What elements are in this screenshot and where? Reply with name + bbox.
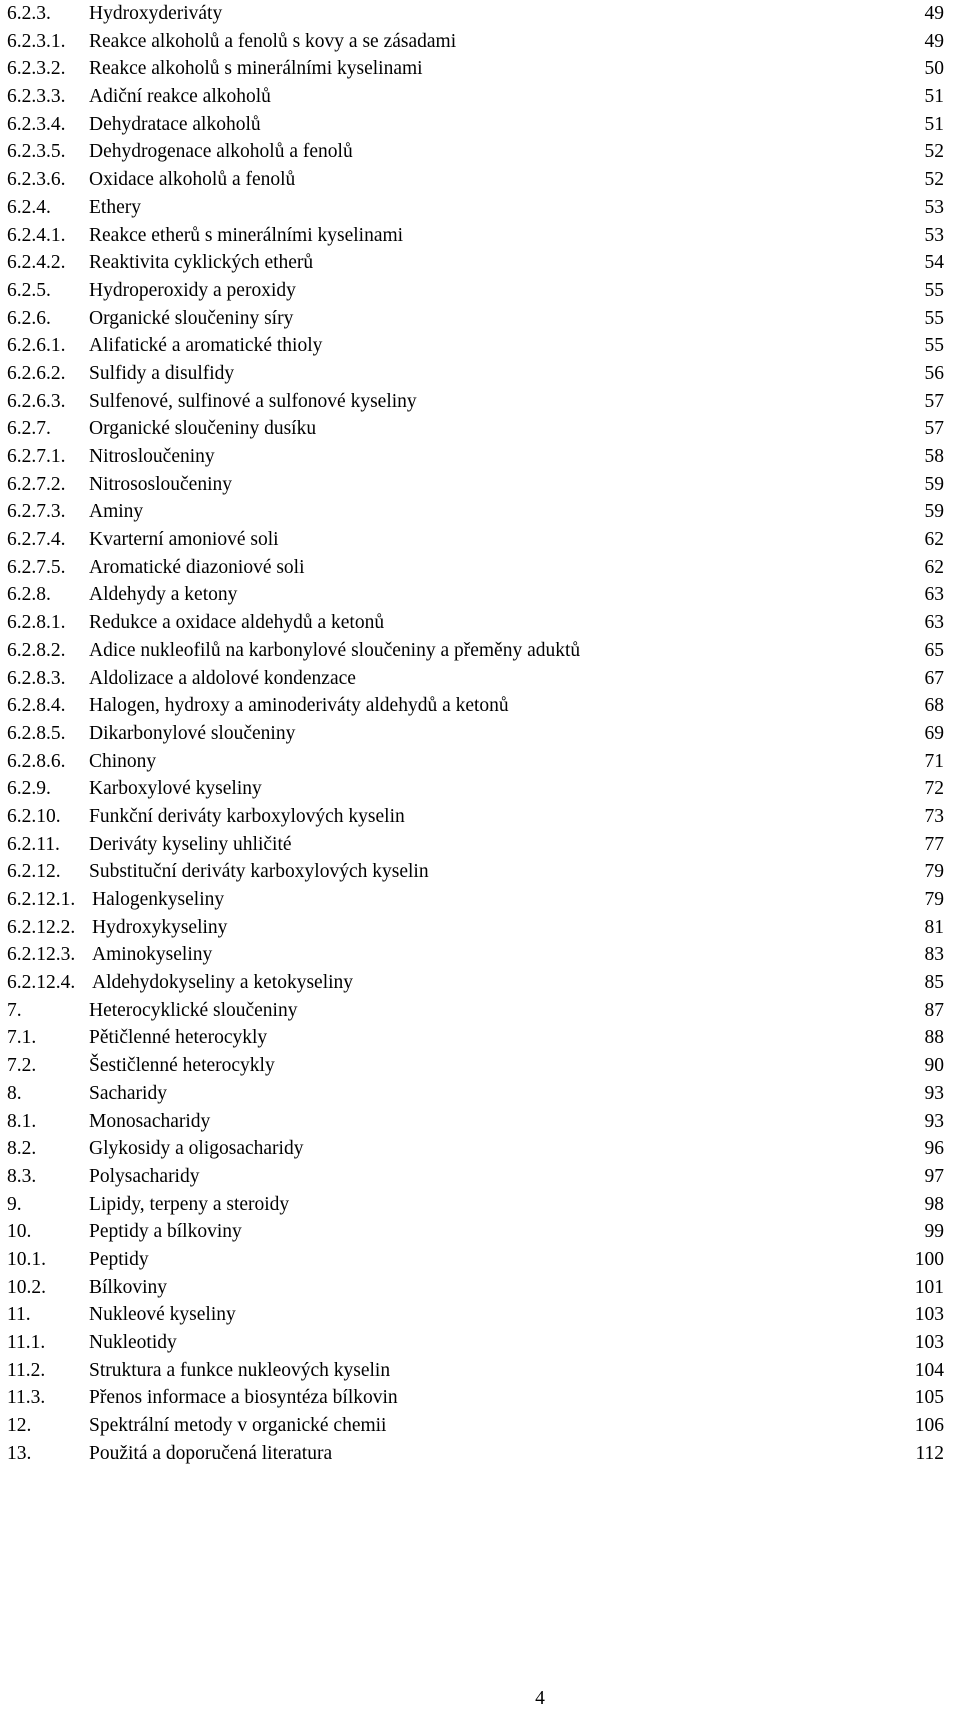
toc-entry xyxy=(0,1329,960,1357)
toc-entry-title: Použitá a doporučená literatura xyxy=(89,1442,333,1464)
toc-entry-title: Oxidace alkoholů a fenolů xyxy=(89,169,296,191)
toc-entry xyxy=(0,388,960,416)
toc-entry-title: Reakce alkoholů a fenolů s kovy a se zásadami xyxy=(89,30,457,52)
toc-entry-title: Přenos informace a biosyntéza bílkovin xyxy=(89,1387,398,1409)
toc-entry-title: Sulfidy a disulfidy xyxy=(89,362,235,384)
toc-entry-page: 62 xyxy=(924,556,944,578)
toc-entry-title: Aromatické diazoniové soli xyxy=(89,556,305,578)
toc-entry-title: Nukleotidy xyxy=(89,1332,177,1353)
toc-entry-title: Adice nukleofilů na karbonylové sloučeniny a přeměny aduktů xyxy=(89,639,581,661)
toc-entry xyxy=(0,360,960,388)
toc-entry-page: 54 xyxy=(924,252,944,274)
toc-entry xyxy=(0,941,960,969)
toc-entry-number: 7.2. xyxy=(7,1055,37,1077)
toc-entry-number: 12. xyxy=(7,1415,32,1437)
toc-entry-number: 11. xyxy=(7,1304,31,1326)
toc-entry-number: 6.2.3.5. xyxy=(7,141,66,163)
toc-entry xyxy=(0,1163,960,1191)
toc-entry-number: 6.2.11. xyxy=(7,833,60,855)
toc-entry-page: 97 xyxy=(924,1165,944,1187)
toc-entry-title: Aldehydokyseliny a ketokyseliny xyxy=(92,972,354,994)
toc-entry-number: 6.2.3.3. xyxy=(7,86,66,108)
toc-entry-title: Hydroxykyseliny xyxy=(92,916,228,938)
toc-entry-page: 81 xyxy=(924,916,944,938)
toc-entry-number: 6.2.7.3. xyxy=(7,501,66,523)
toc-entry xyxy=(0,1440,960,1468)
toc-entry-page: 105 xyxy=(914,1387,944,1409)
toc-entry-page: 53 xyxy=(924,224,944,246)
toc-entry-number: 7.1. xyxy=(7,1027,37,1049)
toc-entry-page: 55 xyxy=(924,307,944,329)
toc-entry xyxy=(0,28,960,56)
toc-entry xyxy=(0,1191,960,1219)
toc-entry-page: 49 xyxy=(924,30,944,52)
toc-entry-page: 52 xyxy=(924,141,944,163)
toc-entry-number: 6.2.12.3. xyxy=(7,944,76,966)
toc-entry-number: 6.2.6.1. xyxy=(7,335,66,357)
toc-entry-title: Aminokyseliny xyxy=(92,944,213,966)
toc-entry-number: 6.2.6. xyxy=(7,307,51,329)
toc-entry xyxy=(0,305,960,333)
toc-entry-page: 88 xyxy=(924,1027,944,1049)
toc-entry-number: 6.2.5. xyxy=(7,279,51,301)
toc-entry-title: Polysacharidy xyxy=(89,1165,200,1187)
toc-entry-title: Adiční reakce alkoholů xyxy=(89,86,271,108)
page-number: 4 xyxy=(535,1688,545,1709)
toc-entry-title: Hydroxyderiváty xyxy=(89,3,223,24)
toc-entry-title: Aldolizace a aldolové kondenzace xyxy=(89,667,356,689)
toc-entry-title: Chinony xyxy=(89,750,157,772)
toc-entry xyxy=(0,692,960,720)
toc-entry-page: 59 xyxy=(924,501,944,523)
toc-entry-number: 6.2.8.5. xyxy=(7,722,66,744)
toc-entry-number: 6.2.8.2. xyxy=(7,639,66,661)
toc-entry-page: 79 xyxy=(924,861,944,883)
toc-entry-title: Dehydratace alkoholů xyxy=(89,113,261,135)
toc-entry xyxy=(0,1274,960,1302)
toc-entry xyxy=(0,1218,960,1246)
toc-entry-page: 53 xyxy=(924,196,944,218)
toc-entry xyxy=(0,1246,960,1274)
toc-entry-page: 57 xyxy=(924,390,944,412)
toc-entry-number: 6.2.4.2. xyxy=(7,252,66,274)
toc-entry xyxy=(0,526,960,554)
toc-entry-page: 58 xyxy=(924,446,944,467)
toc-entry xyxy=(0,637,960,665)
toc-entry-title: Peptidy xyxy=(89,1248,149,1270)
toc-entry-page: 68 xyxy=(924,695,944,717)
toc-entry-number: 13. xyxy=(7,1442,32,1464)
toc-entry-page: 51 xyxy=(924,113,944,135)
toc-entry-page: 50 xyxy=(924,58,944,80)
toc-entry-title: Funkční deriváty karboxylových kyselin xyxy=(89,805,405,827)
toc-entry-title: Sulfenové, sulfinové a sulfonové kyseliny xyxy=(89,390,417,412)
toc-entry-title: Sacharidy xyxy=(89,1082,167,1104)
toc-entry xyxy=(0,166,960,194)
toc-entry-title: Reaktivita cyklických etherů xyxy=(89,252,314,274)
toc-entry-number: 8.1. xyxy=(7,1110,37,1132)
toc-entry-page: 52 xyxy=(924,169,944,191)
toc-entry-number: 6.2.3.4. xyxy=(7,113,66,135)
toc-entry-title: Substituční deriváty karboxylových kyselin xyxy=(89,861,429,883)
toc-entry xyxy=(0,194,960,222)
toc-entry-number: 6.2.8.6. xyxy=(7,750,66,772)
toc-entry-title: Deriváty kyseliny uhličité xyxy=(89,833,292,855)
toc-entry xyxy=(0,581,960,609)
toc-entry-title: Karboxylové kyseliny xyxy=(89,778,262,800)
toc-entry-title: Organické sloučeniny dusíku xyxy=(89,418,317,440)
toc-entry-title: Nitrosloučeniny xyxy=(89,446,215,467)
toc-entry-number: 10. xyxy=(7,1221,32,1243)
toc-entry-page: 112 xyxy=(915,1442,944,1464)
toc-entry-title: Nukleové kyseliny xyxy=(89,1304,236,1326)
toc-entry-page: 87 xyxy=(924,999,944,1021)
toc-entry-number: 6.2.8.4. xyxy=(7,695,66,717)
toc-entry-page: 57 xyxy=(924,418,944,440)
toc-entry-number: 6.2.7.5. xyxy=(7,556,66,578)
toc-entry-number: 6.2.8.3. xyxy=(7,667,66,689)
toc-entry-title: Peptidy a bílkoviny xyxy=(89,1221,242,1243)
toc-entry-page: 77 xyxy=(924,833,944,855)
toc-entry-title: Aldehydy a ketony xyxy=(89,584,238,606)
toc-entry-title: Struktura a funkce nukleových kyselin xyxy=(89,1359,391,1381)
toc-entry xyxy=(0,415,960,443)
toc-entry-number: 6.2.3.6. xyxy=(7,169,66,191)
toc-entry xyxy=(0,498,960,526)
toc-entry-page: 55 xyxy=(924,335,944,357)
toc-entry-title: Reakce alkoholů s minerálními kyselinami xyxy=(89,58,423,80)
toc-entry-number: 6.2.7.1. xyxy=(7,446,66,467)
toc-entry xyxy=(0,858,960,886)
toc-entry xyxy=(0,0,960,28)
toc-entry xyxy=(0,249,960,277)
toc-entry-title: Halogen, hydroxy a aminoderiváty aldehydů a ketonů xyxy=(89,695,509,717)
toc-entry-page: 93 xyxy=(924,1082,944,1104)
toc-entry-title: Bílkoviny xyxy=(89,1276,168,1298)
toc-entry xyxy=(0,1052,960,1080)
toc-entry xyxy=(0,1412,960,1440)
toc-entry xyxy=(0,609,960,637)
toc-entry-number: 6.2.8. xyxy=(7,584,51,606)
toc-entry xyxy=(0,1135,960,1163)
toc-entry-title: Glykosidy a oligosacharidy xyxy=(89,1138,304,1160)
toc-entry-page: 73 xyxy=(924,805,944,827)
toc-entry-number: 6.2.3.2. xyxy=(7,58,66,80)
toc-entry-title: Hydroperoxidy a peroxidy xyxy=(89,279,296,301)
toc-entry xyxy=(0,748,960,776)
toc-entry-title: Dehydrogenace alkoholů a fenolů xyxy=(89,141,353,163)
toc-entry-page: 98 xyxy=(924,1193,944,1215)
toc-entry xyxy=(0,720,960,748)
toc-entry xyxy=(0,969,960,997)
toc-entry-page: 71 xyxy=(924,750,944,772)
toc-entry-number: 6.2.3.1. xyxy=(7,30,66,52)
toc-entry-title: Dikarbonylové sloučeniny xyxy=(89,722,296,744)
toc-entry-number: 6.2.12.4. xyxy=(7,972,76,994)
toc-entry-number: 6.2.3. xyxy=(7,3,51,24)
toc-entry-page: 65 xyxy=(924,639,944,661)
toc-entry-number: 6.2.9. xyxy=(7,778,51,800)
toc-entry-page: 96 xyxy=(924,1138,944,1160)
toc-entry-number: 11.2. xyxy=(7,1359,46,1381)
toc-entry-page: 103 xyxy=(914,1304,944,1326)
toc-entry xyxy=(0,443,960,471)
toc-entry xyxy=(0,665,960,693)
toc-entry-number: 6.2.12.1. xyxy=(7,889,76,910)
toc-entry-page: 99 xyxy=(924,1221,944,1243)
toc-entry xyxy=(0,1301,960,1329)
toc-entry-title: Šestičlenné heterocykly xyxy=(89,1055,275,1077)
toc-entry-page: 59 xyxy=(924,473,944,495)
toc-entry-page: 85 xyxy=(924,972,944,994)
toc-entry-page: 104 xyxy=(914,1359,944,1381)
toc-entry-page: 49 xyxy=(924,3,944,24)
toc-entry xyxy=(0,554,960,582)
toc-entry-number: 10.1. xyxy=(7,1248,46,1270)
toc-entry xyxy=(0,1024,960,1052)
toc-entry-page: 72 xyxy=(924,778,944,800)
toc-entry xyxy=(0,222,960,250)
toc-entry-number: 6.2.12. xyxy=(7,861,61,883)
toc-entry-number: 11.1. xyxy=(7,1332,46,1353)
toc-entry xyxy=(0,886,960,914)
toc-entry-page: 63 xyxy=(924,612,944,634)
toc-entry xyxy=(0,1357,960,1385)
toc-entry xyxy=(0,831,960,859)
toc-entry-page: 93 xyxy=(924,1110,944,1132)
toc-entry-title: Monosacharidy xyxy=(89,1110,211,1132)
toc-entry-page: 51 xyxy=(924,86,944,108)
toc-entry-number: 6.2.4. xyxy=(7,196,51,218)
toc-entry-number: 9. xyxy=(7,1193,22,1215)
toc-entry-page: 100 xyxy=(914,1248,944,1270)
toc-entry xyxy=(0,471,960,499)
toc-entry-page: 101 xyxy=(914,1276,944,1298)
toc-entry-title: Nitrososloučeniny xyxy=(89,473,232,495)
toc-entry-page: 63 xyxy=(924,584,944,606)
toc-entry-title: Heterocyklické sloučeniny xyxy=(89,999,298,1021)
toc-entry-page: 90 xyxy=(924,1055,944,1077)
toc-entry-title: Organické sloučeniny síry xyxy=(89,307,294,329)
toc-entry xyxy=(0,914,960,942)
toc-entry xyxy=(0,111,960,139)
toc-entry-page: 106 xyxy=(914,1415,944,1437)
toc-entry-page: 83 xyxy=(924,944,944,966)
toc-entry-title: Ethery xyxy=(89,196,141,218)
toc-entry-title: Halogenkyseliny xyxy=(92,889,225,910)
toc-entry-title: Reakce etherů s minerálními kyselinami xyxy=(89,224,404,246)
toc-entry-number: 6.2.7.2. xyxy=(7,473,66,495)
toc-entry xyxy=(0,138,960,166)
toc-entry-page: 67 xyxy=(924,667,944,689)
toc-entry-title: Alifatické a aromatické thioly xyxy=(89,335,323,357)
toc-entry-page: 55 xyxy=(924,279,944,301)
toc-entry-title: Aminy xyxy=(89,501,144,523)
toc-entry-number: 8.3. xyxy=(7,1165,37,1187)
toc-entry-page: 69 xyxy=(924,722,944,744)
toc-entry xyxy=(0,1080,960,1108)
toc-entry xyxy=(0,775,960,803)
toc-entry-title: Redukce a oxidace aldehydů a ketonů xyxy=(89,612,385,634)
toc-entry-title: Spektrální metody v organické chemii xyxy=(89,1415,387,1437)
toc-entry-number: 6.2.12.2. xyxy=(7,916,76,938)
toc-entry-number: 6.2.7. xyxy=(7,418,51,440)
toc-entry-number: 6.2.10. xyxy=(7,805,61,827)
toc-entry-number: 10.2. xyxy=(7,1276,46,1298)
toc-entry-page: 62 xyxy=(924,529,944,551)
toc-entry-number: 7. xyxy=(7,999,22,1021)
toc-entry xyxy=(0,1384,960,1412)
toc-entry-number: 6.2.6.2. xyxy=(7,362,66,384)
toc-entry xyxy=(0,277,960,305)
toc-entry-number: 6.2.6.3. xyxy=(7,390,66,412)
toc-entry-number: 11.3. xyxy=(7,1387,46,1409)
toc-entry xyxy=(0,803,960,831)
toc-entry-number: 6.2.8.1. xyxy=(7,612,66,634)
toc-entry-page: 103 xyxy=(914,1332,944,1353)
toc-entry xyxy=(0,1108,960,1136)
toc-entry xyxy=(0,55,960,83)
toc-entry-page: 56 xyxy=(924,362,944,384)
toc-entry-title: Kvarterní amoniové soli xyxy=(89,529,279,551)
toc-entry-number: 8. xyxy=(7,1082,22,1104)
toc-entry-number: 6.2.7.4. xyxy=(7,529,66,551)
toc-entry xyxy=(0,997,960,1025)
toc-entry xyxy=(0,83,960,111)
toc-entry-page: 79 xyxy=(924,889,944,910)
toc-entry-title: Pětičlenné heterocykly xyxy=(89,1027,268,1049)
toc-entry xyxy=(0,332,960,360)
toc-entry-title: Lipidy, terpeny a steroidy xyxy=(89,1193,290,1215)
toc-entry-number: 6.2.4.1. xyxy=(7,224,66,246)
toc-entry-number: 8.2. xyxy=(7,1138,37,1160)
